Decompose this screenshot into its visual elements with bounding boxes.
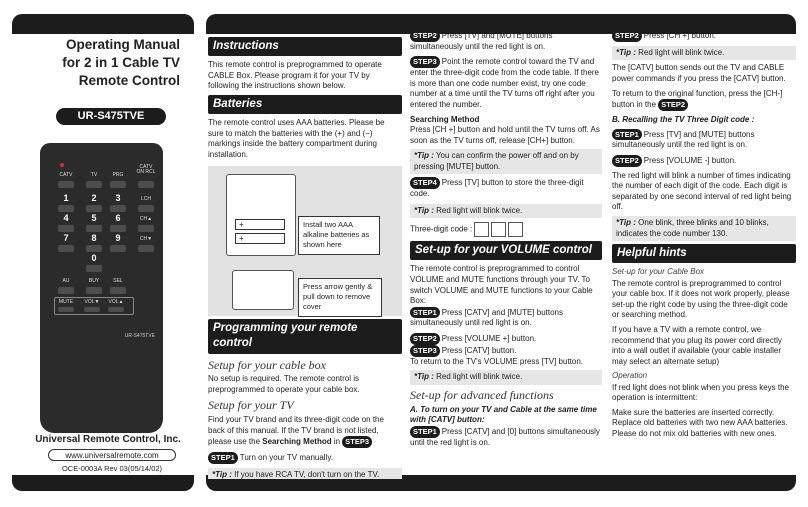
instructions-heading: Instructions [208, 37, 402, 56]
final-text: Make sure the batteries are inserted correctly. Replace old batteries with two new AAA batteries. Please do not mix old batteries with new ones. [612, 407, 788, 438]
setup-tv-subheading: Setup for your TV [208, 398, 294, 413]
digit-1-button[interactable] [58, 205, 74, 212]
model-badge: UR-S475TVE [56, 108, 166, 125]
sel-label: SEL [113, 278, 123, 284]
step2-block: STEP2 Press [TV] and [MUTE] buttons simultaneously until the red light is on. [410, 31, 553, 51]
tv-button[interactable] [86, 181, 102, 188]
tip-volume-blink: *Tip : Red light will blink twice. [410, 370, 602, 385]
redlight-text: The red light will blink a number of times indicating the number of each digit of the code. Each digit is separated by one second interval of red light being off. [612, 170, 792, 212]
bottom-bar-left [12, 475, 194, 491]
hints-subheading: Set-up for your Cable Box [612, 267, 705, 277]
ch-up-button[interactable] [138, 225, 154, 232]
digit-5-button[interactable] [86, 225, 102, 232]
digit-4-button[interactable] [58, 225, 74, 232]
tip-rca: *Tip : If you have RCA TV, don't turn on the TV. [208, 468, 402, 479]
hints-text: The remote control is preprogrammed to control your cable box. If it does not work properly, please set-up the right code by using the three-digit code or searching method. [612, 278, 790, 320]
lch-button[interactable] [138, 205, 154, 212]
digit-7-button[interactable] [58, 245, 74, 252]
digit-6-button[interactable] [110, 225, 126, 232]
remote-illustration [40, 143, 163, 433]
prg-label: PRG [112, 172, 124, 178]
catv-text: The [CATV] button sends out the TV and CABLE power commands if you press the [CATV] button. [612, 63, 786, 83]
catv-on-rcl-label: CATV ON RCL [136, 164, 156, 175]
tv-label: TV [90, 172, 98, 178]
remote-model-label: UR-S475TVE [124, 333, 155, 339]
digit-6-label: 6 [115, 213, 121, 223]
volume-step1: STEP1 Press [CATV] and [MUTE] buttons simultaneously until red light is on. [410, 307, 563, 328]
step3-block: STEP3 Point the remote control toward the TV and enter the three-digit code from the code table. If there is more than one code number exist, try one code number at a time until the TV turns off right after you entered the number. [410, 57, 599, 109]
cover-title: Operating Manual for 2 in 1 Cable TV Remote Control [62, 37, 180, 88]
vol-down-button[interactable] [84, 307, 100, 312]
volume-step3: STEP3 Press [CATV] button. [410, 345, 602, 357]
operation-subheading: Operation [612, 371, 648, 381]
step4-block: STEP4 Press [TV] button to store the three-digit code. [410, 178, 584, 199]
tip-code-130: *Tip : One blink, three blinks and 10 blinks, indicates the code number 130. [612, 216, 796, 241]
batteries-text: The remote control uses AAA batteries. Please be sure to match the batteries with the (+) and (−) markings inside the battery compartment during installation. [208, 117, 385, 159]
digit-2-button[interactable] [86, 205, 102, 212]
lch-label: LCH [140, 196, 151, 202]
recall-heading: B. Recalling the TV Three Digit code : [612, 114, 755, 124]
digit-9-button[interactable] [110, 245, 126, 252]
vol-up-label: VOL▲ [108, 299, 124, 305]
tv-step1: STEP1 Turn on your TV manually. [208, 452, 402, 464]
remote-led [60, 163, 64, 167]
recall-step1: STEP1 Press [TV] and [MUTE] buttons simultaneously until the red light is on. [612, 129, 755, 150]
recall-step2: STEP2 Press [VOLUME -] button. [612, 155, 796, 167]
setup-cable-subheading: Setup for your cable box [208, 357, 326, 372]
digit-0-label: 0 [91, 253, 97, 263]
advanced-a-heading: A. To turn on your TV and Cable at the same time with [CATV] button: [410, 404, 597, 425]
hints-text-2: If you have a TV with a remote control, we recommend that you plug its power cord directly into a wall outlet if available (your cable installer may select an alternate setup) [612, 325, 782, 366]
digit-5-label: 5 [91, 213, 97, 223]
digit-3-label: 3 [115, 193, 121, 203]
remove-cover-callout: Press arrow gently & pull down to remove cover [298, 278, 382, 316]
website-badge: www.universalremote.com [48, 449, 176, 461]
digit-0-button[interactable] [86, 265, 102, 272]
vol-up-button[interactable] [108, 307, 124, 312]
rcl-button[interactable] [138, 181, 154, 188]
ch-down-button[interactable] [138, 245, 154, 252]
programming-heading: Programming your remote control [208, 319, 402, 353]
top-bar-left [12, 14, 194, 34]
digit-4-label: 4 [63, 213, 69, 223]
battery-2: + [235, 233, 285, 244]
digit-2-label: 2 [91, 193, 97, 203]
searching-text: Press [CH +] button and hold until the TV turns off. As soon as the TV turns off, release [CH+] button. [410, 125, 600, 145]
prg-button[interactable] [110, 181, 126, 188]
digit-3-button[interactable] [110, 205, 126, 212]
code-digit-box-2[interactable] [491, 222, 506, 237]
install-callout: Install two AAA alkaline batteries as shown here [298, 216, 380, 254]
three-digit-code-row: Three-digit code : [410, 222, 602, 237]
mute-button[interactable] [58, 307, 74, 312]
mute-label: MUTE [58, 299, 74, 305]
volume-return-text: To return to the TV's VOLUME press [TV] button. [410, 356, 584, 366]
buy-button[interactable] [86, 287, 102, 294]
column-instructions [208, 34, 402, 479]
adv-step2: STEP2 Press [CH +] button. [612, 30, 796, 42]
document-code: OCE-0003A Rev 03(05/14/02) [61, 464, 163, 473]
volume-text: The remote control is preprogrammed to control VOLUME and MUTE functions through your TV. To switch VOLUME and MUTE functions to your Cable Box: [410, 264, 593, 306]
setup-tv-text: Find your TV brand and its three-digit code on the back of this manual. If the TV brand is not listed, please use the Searching Method in STEP3 [208, 415, 384, 447]
code-digit-box-1[interactable] [474, 222, 489, 237]
ch-down-label: CH▼ [139, 236, 153, 242]
column-hints [612, 30, 796, 479]
instructions-text: This remote control is preprogrammed to operate CABLE Box. Please program it for your TV by following the instructions shown below. [208, 60, 382, 91]
tip-blink-twice: *Tip : Red light will blink twice. [410, 204, 602, 219]
digit-9-label: 9 [115, 233, 121, 243]
sel-button[interactable] [110, 287, 126, 294]
setup-cable-text: No setup is required. The remote control is preprogrammed to operate your cable box. [208, 374, 360, 394]
digit-8-label: 8 [91, 233, 97, 243]
searching-heading: Searching Method [410, 114, 480, 124]
battery-illustration [208, 166, 402, 316]
ch-up-label: CH▲ [139, 216, 153, 222]
return-text: To return to the original function, press the [CH-] button in the STEP2 [612, 88, 783, 110]
code-digit-box-3[interactable] [508, 222, 523, 237]
advanced-a-step1: STEP1 Press [CATV] and [0] buttons simultaneously until the red light is on. [410, 426, 600, 447]
advanced-subheading: Set-up for advanced functions [410, 387, 554, 402]
au-label: AU [62, 278, 70, 284]
hints-heading: Helpful hints [612, 244, 796, 263]
catv-label: CATV [59, 172, 73, 178]
volume-heading: Set-up for your VOLUME control [410, 241, 602, 260]
tip-confirm: *Tip : You can confirm the power off and on by pressing [MUTE] button. [410, 149, 602, 174]
tip-adv-blink: *Tip : Red light will blink twice. [612, 46, 796, 61]
digit-1-label: 1 [63, 193, 69, 203]
buy-label: BUY [88, 278, 100, 284]
company-name: Universal Remote Control, Inc. [35, 434, 181, 445]
battery-cover [232, 270, 294, 310]
operation-text: If red light does not blink when you press keys the operation is intermittent: [612, 382, 789, 403]
volume-step2: STEP2 Press [VOLUME +] button. [410, 333, 602, 345]
batteries-heading: Batteries [208, 95, 402, 114]
battery-compartment [226, 174, 296, 256]
battery-1: + [235, 219, 285, 230]
catv-button[interactable] [58, 181, 74, 188]
digit-7-label: 7 [63, 233, 69, 243]
au-button[interactable] [58, 287, 74, 294]
digit-8-button[interactable] [86, 245, 102, 252]
column-steps [410, 30, 602, 479]
vol-down-label: VOL▼ [84, 299, 100, 305]
